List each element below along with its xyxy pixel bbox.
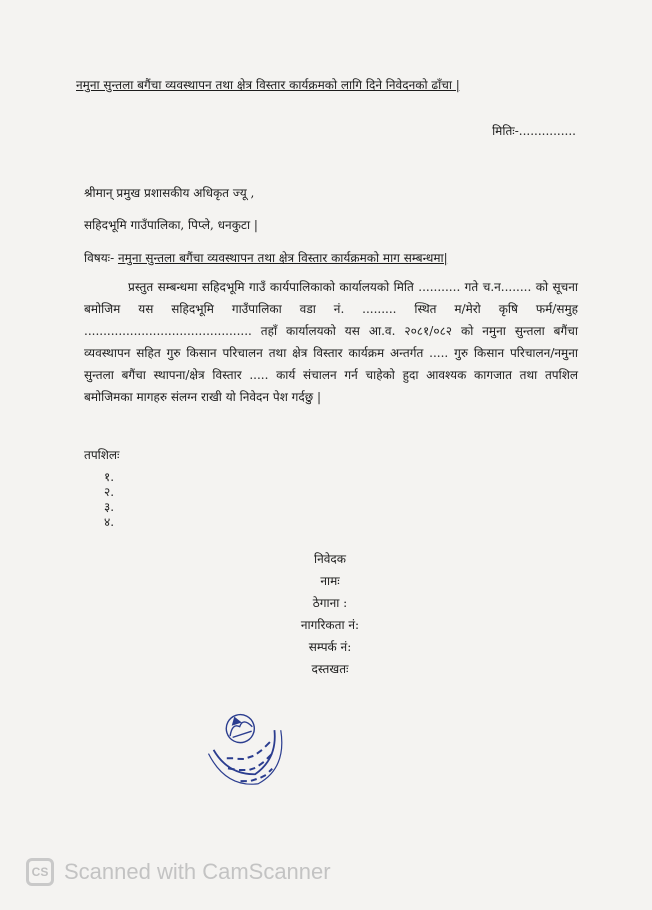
subject-line: [84, 249, 448, 266]
camscanner-watermark: [26, 856, 331, 888]
document-title: नमुना सुन्तला बगैंचा व्यवस्थापन तथा क्षेत्र विस्तार कार्यक्रमको लागि दिने निवेदनको ढाँचा |: [76, 78, 460, 92]
name-label: नामः: [320, 574, 340, 588]
signature-label: दस्तखतः: [311, 662, 349, 676]
subject-label: विषयः-: [84, 251, 115, 265]
address-label: ठेगाना :: [312, 596, 348, 610]
subject-text: नमुना सुन्तला बगैंचा व्यवस्थापन तथा क्षेत्र विस्तार कार्यक्रमको माग सम्बन्धमा|: [117, 251, 448, 265]
date-field: मितिः-...............: [492, 124, 576, 138]
tapashil-list: [104, 470, 114, 530]
contact-label: सम्पर्क नं:: [308, 640, 352, 654]
applicant-label: निवेदक: [313, 552, 347, 566]
list-item: ३.: [104, 500, 115, 514]
list-item: ४.: [104, 515, 115, 529]
office-stamp: [198, 690, 290, 790]
signature-block: [270, 548, 390, 680]
body-paragraph: प्रस्तुत सम्बन्धमा सहिदभूमि गाउँ कार्यपालिकाको कार्यालयको मिति ........... गते च.न........ को सूचना बमोजिम यस सहिदभूमि गाउँपालिका वडा नं. ......... स्थित म/मेरो कृषि फर्म/समुह ............................................ तहाँ कार्यालयको यस आ.व. २०८१/०८२ को नमुना सुन्तला बगैंचा व्यवस्थापन सहित गुरु किसान परिचालन तथा क्षेत्र विस्तार कार्यक्रम अन्तर्गत ..... गुरु किसान परिचालन/नमुना सुन्तला बगैंचा स्थापना/क्षेत्र विस्तार ..... कार्य संचालन गर्न चाहेको हुदा आवश्यक कागजात तथा तपशिल बमोजिमका मागहरु संलग्न राखी यो निवेदन पेश गर्दछु |: [84, 280, 578, 404]
list-item: १.: [104, 470, 115, 484]
recipient-line: श्रीमान् प्रमुख प्रशासकीय अधिकृत ज्यू ,: [84, 186, 255, 200]
watermark-text: Scanned with CamScanner: [64, 859, 331, 884]
list-item: २.: [104, 485, 115, 499]
camscanner-logo-icon: CS: [26, 858, 54, 886]
tapashil-label: तपशिलः: [84, 448, 120, 462]
citizenship-label: नागरिकता नं:: [300, 618, 360, 632]
recipient-address: सहिदभूमि गाउँपालिका, पिप्ले, धनकुटा |: [84, 218, 258, 232]
